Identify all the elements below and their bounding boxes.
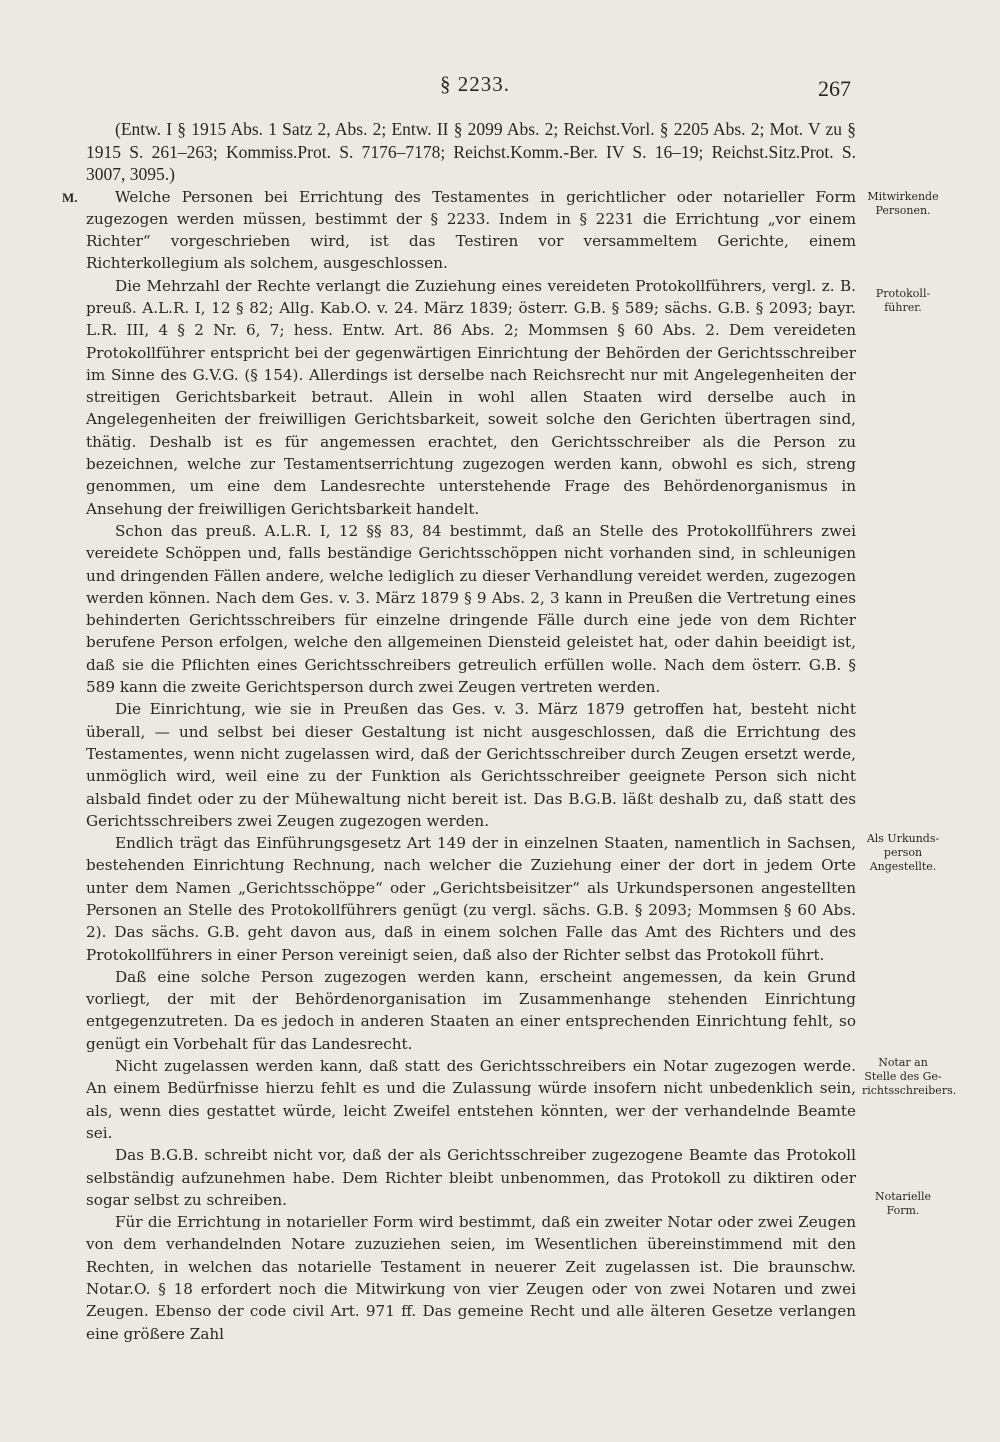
sidenote-line: Angestellte. — [869, 860, 937, 873]
sidenote-line: Form. — [886, 1204, 920, 1217]
paragraph: Daß eine solche Person zugezogen werden kann, erscheint angemessen, da kein Grund vorliegt, der mit der Behördenorganisation im Zusammenhange stehenden Einrichtung entgegenzutreten. Da es jedoch in anderen Staaten an einer entsprechenden Einrichtung fehlt, so genügt ein Vorbehalt für das Landesrecht. — [86, 967, 856, 1053]
sidenote-mitwirkende-personen — [862, 190, 944, 218]
sidenote-line: Mitwirkende — [867, 190, 939, 203]
paragraph: Welche Personen bei Errichtung des Testamentes in gerichtlicher oder notarieller Form zugezogen werden müssen, bestimmt der § 2233. Indem in § 2231 die Errichtung „vor einem Richter“ vorgeschrieben wird, ist das Testiren vor versammeltem Gerichte, einem Richterkollegium als solchem, ausgeschlossen. — [86, 187, 856, 273]
citation-paragraph: (Entw. I § 1915 Abs. 1 Satz 2, Abs. 2; Entw. II § 2099 Abs. 2; Reichst.Vorl. § 2205 Abs. 2; Mot. V zu § 1915 S. 261–263; Kommiss.Prot. S. 7176–7178; Reichst.Komm.-Ber. IV S. 16–19; Reichst.Sitz.Prot. S. 3007, 3095.) — [86, 119, 856, 184]
sidenote-line: richtsschreibers. — [862, 1084, 957, 1097]
sidenote-line: Als Urkunds- — [866, 832, 940, 845]
sidenote-notar-an-stelle — [862, 1056, 957, 1098]
paragraph: Die Mehrzahl der Rechte verlangt die Zuziehung eines vereideten Protokollführers, vergl. z. B. preuß. A.L.R. I, 12 § 82; Allg. Kab.O. v. 24. März 1839; österr. G.B. § 589; sächs. G.B. § 2093; bayr. L.R. III, 4 § 2 Nr. 6, 7; hess. Entw. Art. 86 Abs. 2; Mommsen § 60 Abs. 2. Dem vereideten Protokollführer entspricht bei der gegenwärtigen Einrichtung der Behörden der Gerichtsschreiber im Sinne des G.V.G. (§ 154). Allerdings ist derselbe nach Reichsrecht nur mit Angelegenheiten der streitigen Gerichtsbarkeit betraut. Allein in wohl allen Staaten wird derselbe auch in Angelegenheiten der freiwilligen Gerichtsbarkeit, soweit solche den Gerichten übertragen sind, thätig. Deshalb ist es für angemessen erachtet, den Gerichtsschreiber als die Person zu bezeichnen, welche zur Testamentserrichtung zugezogen werden kann, obwohl es sich, streng genommen, um eine dem Landesrechte unterstehende Frage des Behördenorganismus in Ansehung der freiwilligen Gerichtsbarkeit handelt. — [86, 276, 856, 518]
paragraph: Für die Errichtung in notarieller Form wird bestimmt, daß ein zweiter Notar oder zwei Zeugen von dem verhandelnden Notare zuzuziehen seien, im Wesentlichen übereinstimmend mit den Rechten, in welchen das notarielle Testament in neuerer Zeit zugelassen ist. Die braunschw. Notar.O. § 18 erfordert noch die Mitwirkung von vier Zeugen oder von zwei Notaren und zwei Zeugen. Ebenso der code civil Art. 971 ff. Das gemeine Recht und alle älteren Gesetze verlangen eine größere Zahl — [86, 1213, 856, 1343]
main-text — [86, 118, 856, 1345]
sidenote-protokollfuehrer — [862, 287, 944, 315]
paragraph: Nicht zugelassen werden kann, daß statt des Gerichtsschreibers ein Notar zugezogen werde. An einem Bedürfnisse hierzu fehlt es und die Zulassung würde insofern nicht unbedenklich sein, als, wenn dies gestattet würde, leicht Zweifel entstehen könnten, wer der verhandelnde Beamte sei. — [86, 1057, 856, 1142]
sidenote-line: Stelle des Ge- — [864, 1070, 942, 1083]
paragraph: Endlich trägt das Einführungsgesetz Art 149 der in einzelnen Staaten, namentlich in Sachsen, bestehenden Einrichtung Rechnung, nach welcher die Zuziehung einer der dort in jedem Orte unter dem Namen „Gerichtsschöppe“ oder „Gerichtsbeisitzer“ als Urkundspersonen angestellten Personen an Stelle des Protokollführers genügt (zu vergl. sächs. G.B. § 2093; Mommsen § 60 Abs. 2). Das sächs. G.B. geht davon aus, daß in einem solchen Falle das Amt des Richters und des Protokollführers in einer Person vereinigt seien, daß also der Richter selbst das Protokoll führt. — [86, 834, 856, 964]
sidenote-line: Personen. — [875, 204, 931, 217]
sidenote-line: Notarielle — [874, 1190, 932, 1203]
paragraph: Die Einrichtung, wie sie in Preußen das Ges. v. 3. März 1879 getroffen hat, besteht nicht überall, — und selbst bei dieser Gestaltung ist nicht ausgeschlossen, daß die Errichtung des Testamentes, wenn nicht zugelassen wird, daß der Gerichtsschreiber durch Zeugen ersetzt werde, unmöglich wird, weil eine zu der Funktion als Gerichtsschreiber geeignete Person sich nicht alsbald findet oder zu der Mühewaltung nicht bereit ist. Das B.G.B. läßt deshalb zu, daß statt des Gerichtsschreibers zwei Zeugen zugezogen werden. — [86, 700, 856, 830]
page-number: 267 — [818, 76, 851, 101]
section-heading: § 2233. — [440, 72, 510, 96]
paragraph: Das B.G.B. schreibt nicht vor, daß der als Gerichtsschreiber zugezogene Beamte das Protokoll selbständig aufzunehmen habe. Dem Richter bleibt unbenommen, das Protokoll zu diktiren oder sogar selbst zu schreiben. — [86, 1146, 856, 1209]
sidenote-urkundsperson — [862, 832, 944, 874]
sidenote-line: führer. — [884, 301, 922, 314]
paragraph: Schon das preuß. A.L.R. I, 12 §§ 83, 84 bestimmt, daß an Stelle des Protokollführers zwei vereidete Schöppen und, falls beständige Gerichtsschöppen nicht vorhanden sind, in schleunigen und dringenden Fällen andere, welche lediglich zu dieser Verhandlung vereidet werden, zugezogen werden können. Nach dem Ges. v. 3. März 1879 § 9 Abs. 2, 3 kann in Preußen die Vertretung eines behinderten Gerichtsschreibers für einzelne dringende Fälle durch eine jede von dem Richter berufene Person erfolgen, welche den allgemeinen Diensteid geleistet hat, oder dahin beeidigt ist, daß sie die Pflichten eines Gerichtsschreibers getreulich erfüllen wolle. Nach dem österr. G.B. § 589 kann die zweite Gerichtsperson durch zwei Zeugen vertreten werden. — [86, 521, 856, 697]
sidenote-notarielle-form — [862, 1190, 944, 1218]
sidenote-line: person — [883, 846, 923, 859]
margin-marker: M. — [62, 190, 78, 205]
sidenote-line: Notar an — [878, 1056, 928, 1069]
sidenote-line: Protokoll- — [875, 287, 931, 300]
